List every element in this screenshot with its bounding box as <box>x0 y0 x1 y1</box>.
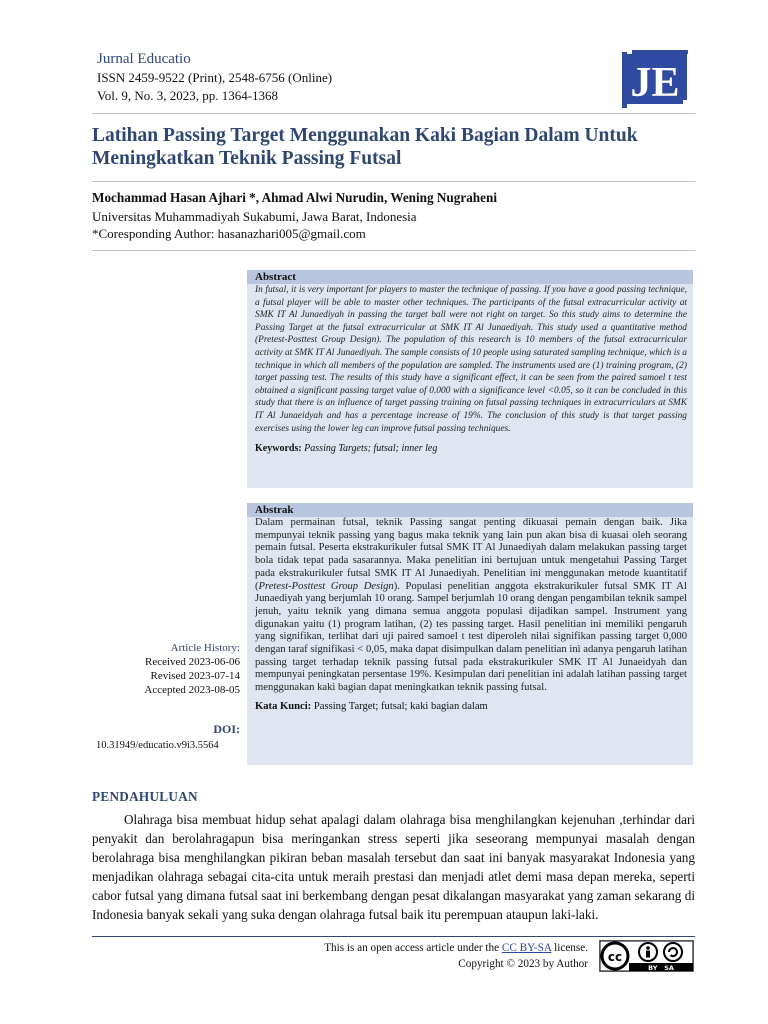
abstrak-keywords <box>247 701 693 712</box>
svg-text:cc: cc <box>607 950 623 964</box>
abstract-box <box>247 270 693 488</box>
cc-by-sa-badge[interactable] <box>599 940 694 972</box>
abstrak-heading: Abstrak <box>247 503 693 517</box>
license-line <box>250 940 588 956</box>
sa-share-alike-icon <box>664 943 682 961</box>
cc-by-sa-link[interactable]: CC BY-SA <box>501 942 552 954</box>
revised-date: Revised 2023-07-14 <box>150 670 240 682</box>
abstrak-text-italic: Pretest-Posttest Group Design <box>258 580 394 592</box>
license-suffix: license. <box>554 942 588 954</box>
journal-volume: Vol. 9, No. 3, 2023, pp. 1364-1368 <box>97 88 279 103</box>
journal-logo-text: JE <box>630 60 680 106</box>
journal-issn: ISSN 2459-9522 (Print), 2548-6756 (Online) <box>97 70 333 85</box>
author-list: Mochammad Hasan Ajhari *, Ahmad Alwi Nurudin, Wening Nugraheni <box>92 190 497 205</box>
abstract-heading: Abstract <box>247 270 693 284</box>
intro-body <box>92 810 695 924</box>
abstrak-text-part2: ). Populasi penelitian anggota ekstrakurikuler futsal SMK IT Al Junaediyah yang berjumlah 10 orang. Sampel berjumlah 10 orang dengan pengambilan teknik sampel jenuh, yaitu teknik yang dimana semua anggota populasi dijadikan sampel. Instrument yang digunakan yaitu (1) program latihan, (2) tes passing target. Hasil penelitian ini memiliki pengaruh yang signifikan, terlihat dari uji paired samoel t test diperoleh nilai signifikan passing target 0,000 dengan taraf signifikasi < 0,05, maka dapat disimpulkan dalam penelitian ini adanya pengaruh latihan passing target terhadap teknik passing futsal pada ekstrakurikuler SMK IT Al Junaeidyah dan mempunyai peningkatan persentase 19%. Kesimpulan dari penelitian ini adalah latihan passing target menggunakan kaki bagian dapat meningkatkan teknik passing futsal. <box>255 580 687 694</box>
article-title: Latihan Passing Target Menggunakan Kaki Bagian Dalam Untuk Meningkatkan Teknik Passing Futsal <box>92 125 638 169</box>
doi-label: DOI: <box>213 722 240 736</box>
keywords-label: Keywords: <box>255 443 302 455</box>
kata-kunci-value: Passing Target; futsal; kaki bagian dalam <box>313 700 488 712</box>
accepted-date: Accepted 2023-08-05 <box>144 684 240 696</box>
title-divider <box>92 181 695 182</box>
article-history-heading: Article History: <box>170 642 240 654</box>
doi-value[interactable]: 10.31949/educatio.v9i3.5564 <box>96 740 219 751</box>
abstrak-text <box>247 517 693 695</box>
license-block <box>250 940 588 972</box>
intro-paragraph: Olahraga bisa membuat hidup sehat apalagi dalam olahraga bisa menghilangkan kejenuhan ,terhindar dari penyakit dan berolahragapun bisa meringankan stress seperti jika seseorang mempunyai masalah dengan berolahraga bisa menghilangkan pikiran beban masalah tersebut dan saat ini banyak masyarakat Indonesia yang menjadikan olahraga sebagai cita-cita untuk meraih prestasi dan menjadi atlet demi masa depan mereka, seperti cabor futsal yang dimana futsal saat ini berkembang dengan pesat dikalangan masyarakat yang zaman sekarang di Indonesia banyak sekali yang suka dengan olahraga futsal baik itu perempuan ataupun laki-laki. <box>92 812 695 922</box>
journal-name: Jurnal Educatio <box>97 51 191 67</box>
copyright: Copyright © 2023 by Author <box>458 958 588 970</box>
affiliation: Universitas Muhammadiyah Sukabumi, Jawa Barat, Indonesia <box>92 209 417 224</box>
journal-logo <box>622 48 688 108</box>
abstract-text: In futsal, it is very important for players to master the technique of passing. If you have a good passing technique, a futsal player will be able to master other techniques. The participants of the futsal extracurricular activity at SMK IT Al Junaediyah in passing the target ball were not right on target. So this study aims to determine the Passing Target at the futsal extracurricular at SMK IT Al Junaediyah. This study used a quantitative method (Pretest-Posttest Group Design). The population of this research is 10 members of the futsal extracurricular activity at SMK IT Al Junaediyah. The sample consists of 10 people using saturated sampling technique, which is a technique in which all members of the population are sampled. The instruments used are (1) training program, (2) target passing test. The results of this study have a significant effect, it can be seen from the paired samoel t test obtained a significant passing target value of 0.000 with a significance level <0.05, so it can be concluded in this study that there is an influence of target passing training on futsal passing techniques in extracurriculars at SMK IT Al Junaeidyah and has a percentage increase of 19%. The conclusion of this study is that target passing exercises using the lower leg can improve futsal passing techniques. <box>255 285 687 434</box>
kata-kunci-label: Kata Kunci: <box>255 700 312 712</box>
header-divider <box>92 113 695 114</box>
license-prefix: This is an open access article under the <box>324 942 500 954</box>
author-divider <box>92 250 695 251</box>
abstrak-text-part1: Dalam permainan futsal, teknik Passing sangat penting dikuasai pemain dengan baik. Jika mempunyai teknik passing yang bagus maka teknik yang lain pun akan bisa di kuasai oleh seorang pemain futsal. Peserta ekstrakurikuler futsal SMK IT Al Junaediyah dalam melakukan passing target bola tidak tepat pada sasarannya. Maka penelitian ini bertujuan untuk mengetahui Passing Target pada ekstrakurikuler futsal SMK IT Al Junaediyah. Penelitian ini menggunakan metode kuantitatif ( <box>255 517 687 592</box>
section-heading: PENDAHULUAN <box>92 789 198 804</box>
keywords-value: Passing Targets; futsal; inner leg <box>304 443 438 455</box>
abstrak-box <box>247 503 693 765</box>
corresponding-author: *Coresponding Author: hasanazhari005@gmail.com <box>92 226 366 241</box>
cc-badge-label: BY SA <box>648 964 674 972</box>
received-date: Received 2023-06-06 <box>145 656 240 668</box>
abstract-keywords <box>247 443 693 454</box>
footer-divider <box>92 936 695 937</box>
